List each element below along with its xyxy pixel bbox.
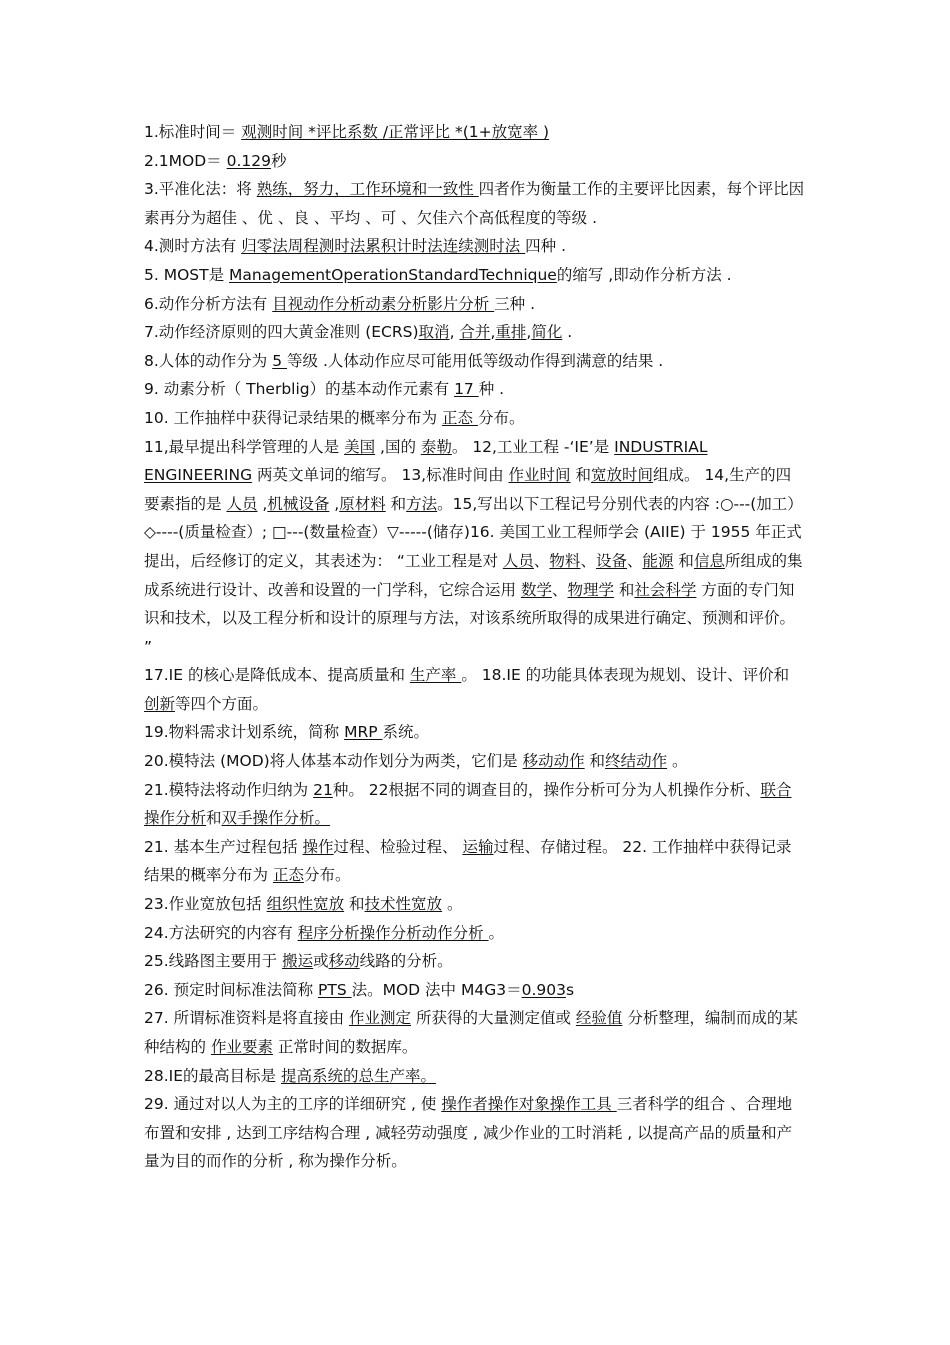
text-segment: 1.标准时间＝	[144, 123, 242, 141]
question-4	[144, 232, 806, 261]
answer-blank: 移动	[328, 952, 360, 971]
answer-blank: 操作者操作对象操作工具	[441, 1095, 617, 1114]
answer-blank: 终结动作	[605, 752, 668, 771]
question-6	[144, 290, 806, 319]
text-segment: 种。 22根据不同的调查目的，操作分析可分为人机操作分析、	[332, 780, 761, 799]
text-segment: 。15,写出以下工程记号分别代表的内容 :○---(加工） ◇----(质量检查）; □---(数量检查）▽-----(储存)16. 美国工业工程师学会 (AIIE) 于 1955 年正式提出，后经修订的定义，其表述为： “工业工程是对	[144, 494, 803, 570]
answer-blank: 双手操作分析。	[221, 809, 331, 828]
answer-blank: PTS	[318, 980, 352, 999]
text-segment: 四种 .	[525, 237, 567, 256]
text-segment: 三者科学的组合 、合理地布置和安排 , 达到工序结构合理 , 减轻劳动强度 , 减少作业的工时消耗 , 以提高产品的质量和产量为目的而作的分析 , 称为操作分析。	[144, 1095, 793, 1171]
text-segment: 和	[613, 580, 635, 599]
answer-blank: 生产率	[409, 666, 462, 685]
text-segment: 21. 基本生产过程包括	[144, 837, 303, 856]
answer-blank: 作业要素	[210, 1038, 273, 1056]
text-segment: s	[565, 980, 575, 999]
answer-blank: 组织性宽放	[266, 895, 345, 914]
answer-blank: 运输	[462, 837, 494, 856]
answer-blank: 经验值	[575, 1009, 623, 1028]
text-segment: 等四个方面。	[175, 694, 269, 713]
answer-blank: 泰勒	[420, 437, 452, 456]
text-segment: 3.平准化法：将	[144, 180, 257, 199]
text-segment: ,	[526, 323, 532, 342]
answer-blank: 原材料	[339, 494, 386, 513]
text-segment: ,	[329, 494, 340, 513]
answer-blank: INDUSTRIAL ENGINEERING	[144, 437, 708, 485]
text-segment: 、	[626, 551, 643, 570]
question-12	[144, 661, 806, 718]
text-segment: 分布。	[477, 408, 525, 427]
answer-blank: 物理学	[567, 580, 614, 599]
text-segment: 25.线路图主要用于	[144, 952, 283, 971]
answer-blank: 人员	[502, 551, 534, 570]
answer-blank: 程序分析操作分析动作分析	[297, 923, 489, 942]
text-segment: 5. MOST是	[144, 265, 230, 284]
answer-blank: MRP	[344, 723, 383, 742]
answer-blank: 社会科学	[634, 580, 697, 599]
text-segment: 20.模特法 (MOD)将人体基本动作划分为两类，它们是	[144, 752, 523, 771]
answer-blank: 合并	[459, 323, 491, 342]
text-segment: 分布。	[303, 866, 351, 885]
text-segment: 系统。	[382, 723, 430, 742]
answer-blank: 宽放时间	[591, 466, 654, 485]
text-segment: 2.1MOD＝	[144, 151, 227, 170]
answer-blank: 0.903	[521, 980, 566, 999]
text-segment: 和	[673, 551, 694, 570]
question-17	[144, 890, 806, 919]
text-segment: 过程、检验过程、	[333, 837, 463, 856]
text-segment: 和	[344, 895, 365, 914]
answer-blank: 提高系统的总生产率。	[280, 1066, 436, 1085]
text-segment: 和	[206, 809, 222, 828]
text-segment: 11,最早提出科学管理的人是	[144, 437, 345, 456]
answer-blank: 17	[454, 380, 479, 399]
text-segment: 所获得的大量测定值或	[411, 1009, 576, 1028]
text-segment: ,国的	[375, 437, 421, 456]
question-5	[144, 261, 806, 290]
text-segment: 秒	[270, 151, 287, 170]
text-segment: 。 18.IE 的功能具体表现为规划、设计、评价和	[461, 666, 790, 685]
text-segment: 28.IE的最高目标是	[144, 1066, 281, 1085]
answer-blank: 信息	[693, 551, 725, 570]
answer-blank: 机械设备	[267, 494, 330, 513]
text-segment: 26. 预定时间标准法简称	[144, 980, 319, 999]
text-segment: 9. 动素分析（ Therblig）的基本动作元素有	[144, 380, 455, 399]
answer-blank: 美国	[344, 437, 376, 456]
answer-blank: 方法	[406, 494, 438, 513]
text-segment: 29. 通过对以人为主的工序的详细研究 , 使	[144, 1095, 442, 1114]
question-8	[144, 347, 806, 376]
answer-blank: 取消	[418, 323, 450, 342]
text-segment: 等级 .人体动作应尽可能用低等级动作得到满意的结果 .	[287, 351, 664, 370]
text-segment: 6.动作分析方法有	[144, 294, 273, 313]
text-segment: ,	[257, 494, 268, 513]
question-10	[144, 404, 806, 433]
text-segment: ,	[449, 323, 460, 342]
answer-blank: ManagementOperationStandardTechnique	[229, 265, 557, 284]
question-13	[144, 718, 806, 747]
text-segment: ,	[490, 323, 496, 342]
text-segment: 。	[667, 752, 688, 771]
text-segment: 10. 工作抽样中获得记录结果的概率分布为	[144, 408, 443, 427]
answer-blank: 物料	[549, 551, 581, 570]
text-segment: 7.动作经济原则的四大黄金准则 (ECRS)	[144, 323, 419, 342]
answer-blank: 观测时间 *评比系数 /正常评比 *(1+放宽率 )	[241, 123, 550, 141]
answer-blank: 操作	[302, 837, 334, 856]
answer-blank: 0.129	[226, 151, 271, 170]
answer-blank: 联合操作分析	[144, 780, 792, 828]
answer-blank: 技术性宽放	[364, 895, 443, 914]
answer-blank: 5	[272, 351, 288, 370]
text-segment: 方面的专门知识和技术，以及工程分析和设计的原理与方法，对该系统所取得的成果进行确定、预测和评价。 ”	[144, 580, 796, 656]
text-segment: 正常时间的数据库。	[272, 1038, 418, 1056]
text-segment: 23.作业宽放包括	[144, 895, 267, 914]
answer-blank: 熟练，努力，工作环境和一致性	[256, 180, 479, 199]
question-16	[144, 833, 806, 890]
answer-blank: 作业测定	[349, 1009, 412, 1028]
question-19	[144, 947, 806, 976]
text-segment: 种 .	[478, 380, 505, 399]
text-segment: 法。MOD 法中 M4G3＝	[351, 980, 522, 999]
text-segment: 线路的分析。	[359, 952, 453, 971]
question-23	[144, 1090, 806, 1176]
text-segment: 。 12,工业工程 -‘IE’是	[451, 437, 615, 456]
answer-blank: 简化	[531, 323, 563, 342]
answer-blank: 能源	[642, 551, 674, 570]
document-body	[144, 118, 806, 1176]
text-segment: 分析整理，编制而成的某种结构的	[144, 1009, 798, 1056]
text-segment: 、	[580, 551, 596, 570]
question-14	[144, 747, 806, 776]
text-segment: 。	[442, 895, 463, 914]
answer-blank: 设备	[595, 551, 627, 570]
answer-blank: 目视动作分析动素分析影片分析	[272, 294, 495, 313]
question-21	[144, 1004, 806, 1061]
text-segment: 的缩写 ,即动作分析方法 .	[556, 265, 732, 284]
text-segment: 组成。 14,生产的四要素指的是	[144, 466, 792, 513]
answer-blank: 创新	[144, 694, 176, 713]
text-segment: 4.测时方法有	[144, 237, 242, 256]
text-segment: .	[562, 323, 573, 342]
text-segment: 24.方法研究的内容有	[144, 923, 298, 942]
text-segment: 、	[533, 551, 550, 570]
text-segment: 和	[570, 466, 591, 485]
question-15	[144, 776, 806, 833]
text-segment: 19.物料需求计划系统，简称	[144, 723, 345, 742]
question-9	[144, 375, 806, 404]
answer-blank: 人员	[226, 494, 258, 513]
question-22	[144, 1062, 806, 1091]
question-2	[144, 147, 806, 176]
question-11	[144, 433, 806, 662]
answer-blank: 正态	[272, 866, 304, 885]
answer-blank: 21	[313, 780, 333, 799]
text-segment: 27. 所谓标准资料是将直接由	[144, 1009, 350, 1028]
text-segment: 8.人体的动作分为	[144, 351, 273, 370]
text-segment: 、	[551, 580, 568, 599]
text-segment: 过程、存储过程。 22. 工作抽样中获得记录结果的概率分布为	[144, 837, 792, 885]
question-3	[144, 175, 806, 232]
text-segment: 两英文单词的缩写。 13,标准时间由	[252, 466, 509, 485]
text-segment: 所组成的集成系统进行设计、改善和设置的一门学科，它综合运用	[144, 551, 803, 599]
answer-blank: 移动动作	[522, 752, 585, 771]
text-segment: 四者作为衡量工作的主要评比因素，每个评比因素再分为超佳 、优 、良 、平均 、可 、欠佳六个高低程度的等级 .	[144, 180, 805, 227]
text-segment: 。	[488, 923, 505, 942]
answer-blank: 归零法周程测时法累积计时法连续测时法	[241, 237, 526, 256]
question-20	[144, 976, 806, 1005]
answer-blank: 数学	[520, 580, 552, 599]
answer-blank: 正态	[442, 408, 478, 427]
question-7	[144, 318, 806, 347]
text-segment: 21.模特法将动作归纳为	[144, 780, 314, 799]
text-segment: 17.IE 的核心是降低成本、提高质量和	[144, 666, 410, 685]
question-1	[144, 118, 806, 147]
text-segment: 和	[584, 752, 606, 771]
text-segment: 或	[313, 952, 329, 971]
answer-blank: 作业时间	[508, 466, 571, 485]
answer-blank: 搬运	[282, 952, 314, 971]
text-segment: 和	[385, 494, 407, 513]
text-segment: 三种 .	[494, 294, 536, 313]
answer-blank: 重排	[495, 323, 527, 342]
question-18	[144, 919, 806, 948]
